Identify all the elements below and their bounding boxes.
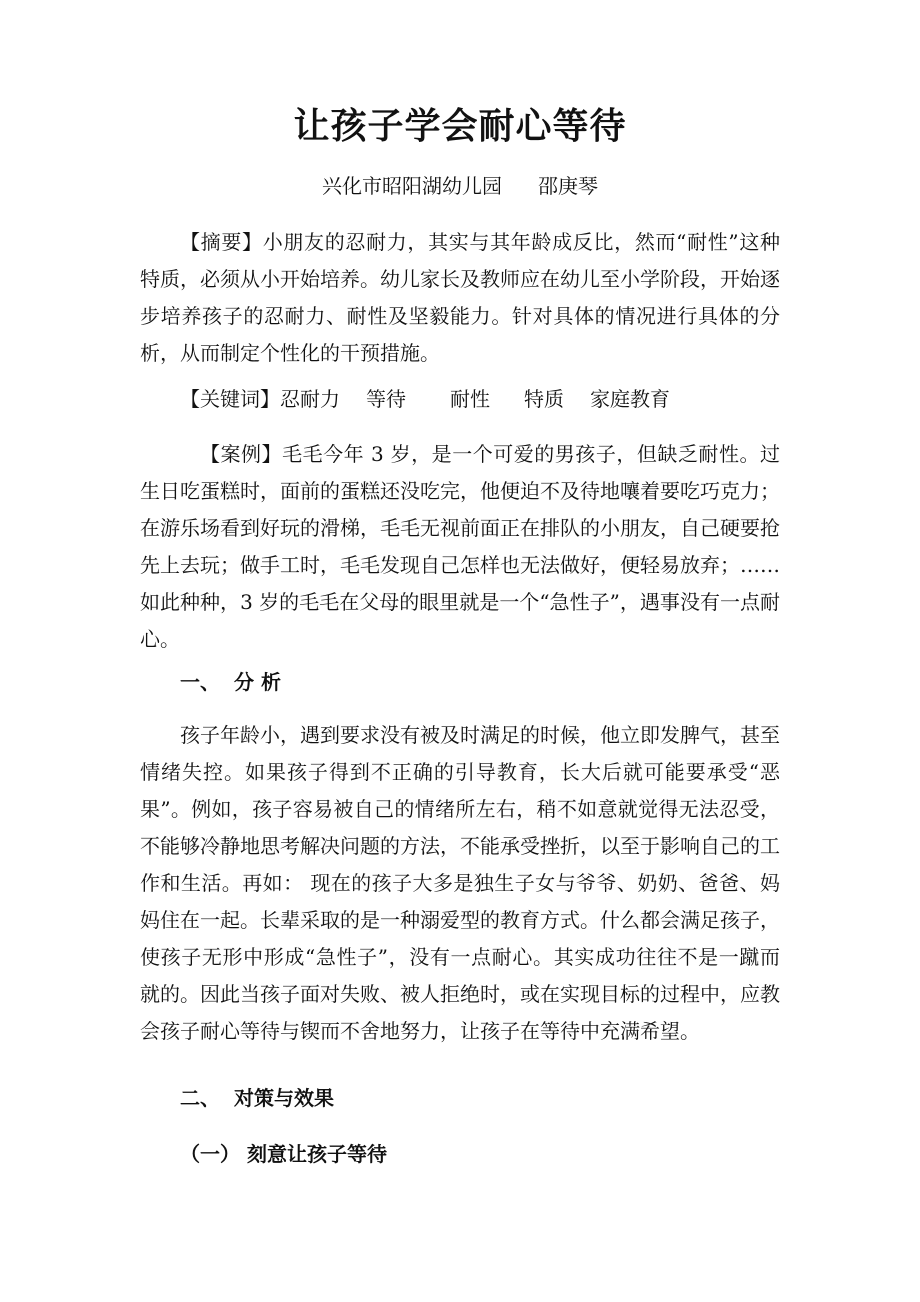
section-number: 一、 <box>180 670 220 694</box>
abstract-paragraph: 【摘要】小朋友的忍耐力，其实与其年龄成反比，然而“耐性”这种特质，必须从小开始培养。幼儿家长及教师应在幼儿至小学阶段，开始逐步培养孩子的忍耐力、耐性及坚毅能力。针对具体的情况进行具体的分析，从而制定个性化的干预措施。 <box>140 230 780 365</box>
author-name: 邵庚琴 <box>538 174 598 198</box>
keyword-item: 耐性 <box>450 387 490 411</box>
subsection-heading: （一） 刻意让孩子等待 <box>180 1142 387 1166</box>
section-heading-analysis <box>180 665 281 699</box>
author-school: 兴化市昭阳湖幼儿园 <box>322 174 502 198</box>
keyword-item: 家庭教育 <box>590 387 670 411</box>
section-title: 对策与效果 <box>234 1086 334 1110</box>
keyword-item: 忍耐力 <box>280 387 340 411</box>
keyword-item: 特质 <box>524 387 564 411</box>
section-title: 分 析 <box>234 670 281 694</box>
keyword-item: 等待 <box>366 387 406 411</box>
document-title: 让孩子学会耐心等待 <box>293 105 627 147</box>
author-line <box>0 170 920 202</box>
keywords-line <box>180 381 670 418</box>
analysis-paragraph: 孩子年龄小，遇到要求没有被及时满足的时候，他立即发脾气，甚至情绪失控。如果孩子得到不正确的引导教育，长大后就可能要承受“恶果”。例如，孩子容易被自己的情绪所左右，稍不如意就觉得无法忍受，不能够冷静地思考解决问题的方法，不能承受挫折，以至于影响自己的工作和生活。再如： 现在的孩子大多是独生子女与爷爷、奶奶、爸爸、妈妈住在一起。长辈采取的是一种溺爱型的教育方式。什么都会满足孩子，使孩子无形中形成“急性子”，没有一点耐心。其实成功往往不是一蹴而就的。因此当孩子面对失败、被人拒绝时，或在实现目标的过程中，应教会孩子耐心等待与锲而不舍地努力，让孩子在等待中充满希望。 <box>140 723 780 1043</box>
section-number: 二、 <box>180 1086 220 1110</box>
section-heading-strategies <box>180 1081 334 1115</box>
keywords-label: 【关键词】 <box>180 387 280 411</box>
case-paragraph: 【案例】毛毛今年 3 岁，是一个可爱的男孩子，但缺乏耐性。过生日吃蛋糕时，面前的蛋糕还没吃完，他便迫不及待地嚷着要吃巧克力；在游乐场看到好玩的滑梯，毛毛无视前面正在排队的小朋友，自己硬要抢先上去玩；做手工时，毛毛发现自己怎样也无法做好，便轻易放弃；……如此种种，3 岁的毛毛在父母的眼里就是一个“急性子”，遇事没有一点耐心。 <box>140 442 780 651</box>
